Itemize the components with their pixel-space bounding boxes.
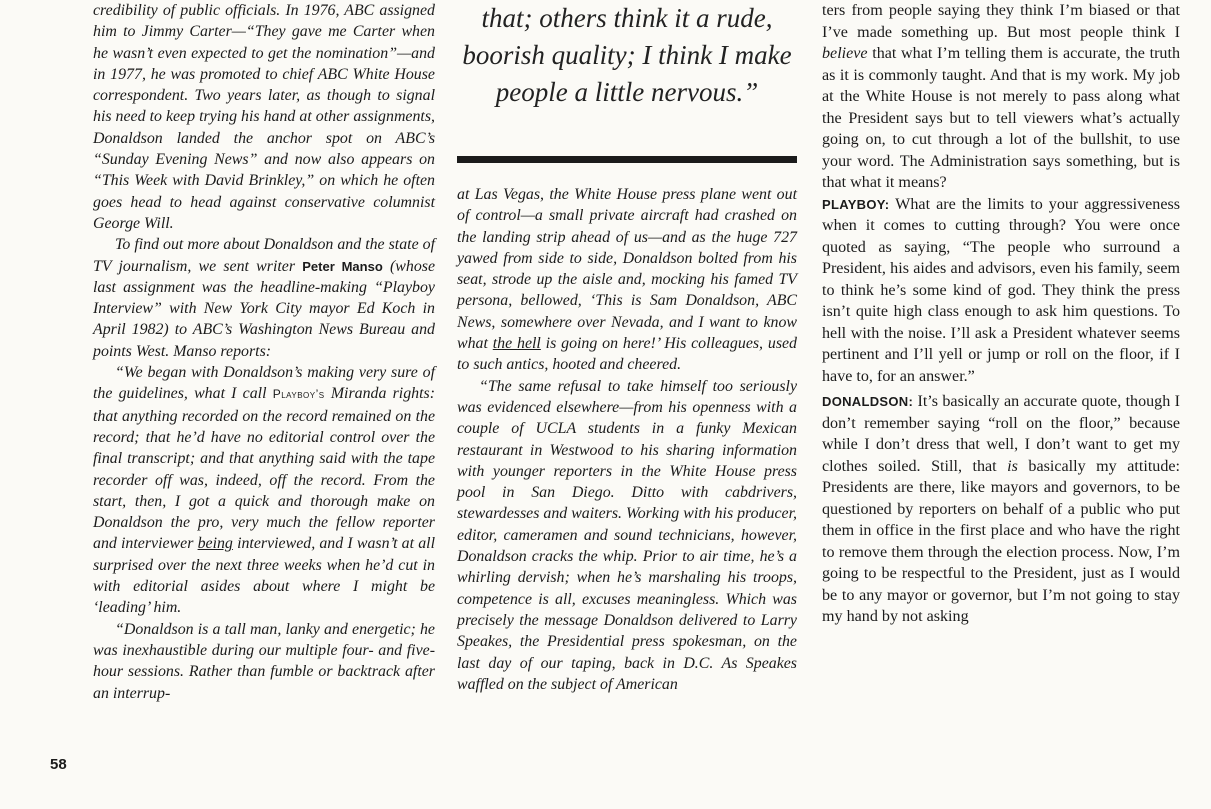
playboy-smallcaps: Playboy’s (272, 387, 325, 402)
speaker-label-playboy: PLAYBOY: (822, 196, 890, 212)
intro-paragraph-career (93, 0, 435, 234)
emphasis-the-hell: the hell (492, 335, 541, 353)
column-left (93, 0, 435, 704)
text-run: (whose last assignment was the headline-making “Playboy Interview” with New York City mayor Ed Koch in April 1982) to ABC’s Washington News Bureau and points West. Manso reports: (93, 257, 436, 360)
intro-paragraph-assignment (93, 234, 435, 362)
text-run: credibility of public officials. In 1976, ABC assigned him to Jimmy Carter—“They gave me Carter when he wasn’t even expected to get the nomination”—and in 1977, he was promoted to chief ABC White House correspondent. Two years later, as though to signal his need to keep trying his hand at other assignments, Donaldson landed the anchor spot on ABC’s “Sunday Evening News” and now also appears on “This Week with David Brinkley,” on which he often goes head to head against conservative columnist George Will. (93, 2, 435, 232)
pull-quote-rule (457, 156, 797, 163)
intro-paragraph-plane (457, 184, 797, 376)
column-middle (457, 184, 797, 695)
emphasis-being: being (197, 535, 233, 553)
answer-paragraph-continued (822, 0, 1180, 194)
answer-paragraph (822, 391, 1180, 628)
intro-paragraph-description (93, 619, 435, 704)
speaker-label-donaldson: DONALDSON: (822, 394, 914, 409)
text-run: It’s basically an accurate quote, though I don’t remember saying “roll on the floor,” because while I don’t dress that well, I don’t want to get my clothes soiled. Still, that (822, 393, 1180, 475)
intro-paragraph-guidelines (93, 362, 435, 619)
text-run: What are the limits to your aggressiveness when it comes to cutting through? You were once quoted as saying, “The people who surround a President, his aides and advisors, even his family, seem to think he’s some kind of god. They think the press isn’t quite high class enough to ask him questions. To hell with the noise. I’ll ask a President whatever seems pertinent and I’ll yell or jump or roll on the floor, if I have to, for an answer.” (822, 195, 1180, 385)
page-number: 58 (50, 756, 67, 773)
pull-quote: that; others think it a rude, boorish quality; I think I make people a little nervous.” (462, 3, 792, 107)
text-run: is going on here!’ His colleagues, used to such antics, hooted and cheered. (457, 335, 797, 374)
emphasis-is: is (1007, 457, 1018, 475)
text-run: interviewed, and I wasn’t at all surprised over the next three weeks when he’d cut in with editorial asides about where I might be ‘leading’ him. (93, 535, 435, 617)
text-run: “We began with Donaldson’s making very sure of the guidelines, what I call (93, 364, 435, 403)
text-run: Miranda rights: that anything recorded on the record remained on the record; that he’d have no editorial control over the final transcript; and that anything said with the tape recorder off was, indeed, off the record. From the start, then, I got a quick and thorough make on Donaldson the pro, very much the fellow reporter and interviewer (93, 385, 436, 553)
text-run: ters from people saying they think I’m biased or that I’ve made something up. But most people think I (822, 2, 1180, 41)
text-run: “The same refusal to take himself too seriously was evidenced elsewhere—from his openness with a couple of UCLA students in a funky Mexican restaurant in Westwood to his sharing information with younger reporters in the White House press pool in San Diego. Ditto with cabdrivers, stewardesses and waiters. Working with his producer, editor, cameramen and sound technicians, however, Donaldson cracks the whip. Prior to air time, he’s a whirling dervish; when he’s marshaling his troops, competence is all, excuses meaningless. Which was precisely the message Donaldson delivered to Larry Speakes, the Presidential press spokesman, on the last day of our taping, back in D.C. As Speakes waffled on the subject of American (457, 377, 797, 693)
question-paragraph (822, 194, 1180, 388)
intro-paragraph-refusal (457, 376, 797, 695)
text-run: To find out more about Donaldson and the state of TV journalism, we sent writer (93, 236, 435, 275)
writer-name: Peter Manso (302, 258, 383, 274)
emphasis-believe: believe (822, 45, 868, 62)
text-run: at Las Vegas, the White House press plane went out of control—a small private aircraft had crashed on the landing strip ahead of us—and as the huge 727 yawed from side to side, Donaldson bolted from his seat, strode up the aisle and, mocking his famed TV persona, bellowed, ‘This is Sam Donaldson, ABC News, somewhere over Nevada, and I want to know what (457, 186, 797, 353)
text-run: “Donaldson is a tall man, lanky and energetic; he was inexhaustible during our multiple four- and five-hour sessions. Rather than fumble or backtrack after an interrup- (93, 620, 435, 702)
column-right (822, 0, 1180, 628)
text-run: that what I’m telling them is accurate, the truth as it is commonly taught. And that is my work. My job at the White House is not merely to pass along what the President says but to tell viewers what’s actually going on, to cut through a lot of the bullshit, to use your word. The Administration says something, but is that what it means? (822, 45, 1180, 191)
text-run: basically my attitude: Presidents are there, like mayors and governors, to be questioned by reporters on behalf of a public who put them in office in the first place and who have the right to remove them through the election process. Now, I’m going to be respectful to the President, just as I would be to any mayor or governor, but I’m not going to stay my hand by not asking (822, 457, 1180, 625)
